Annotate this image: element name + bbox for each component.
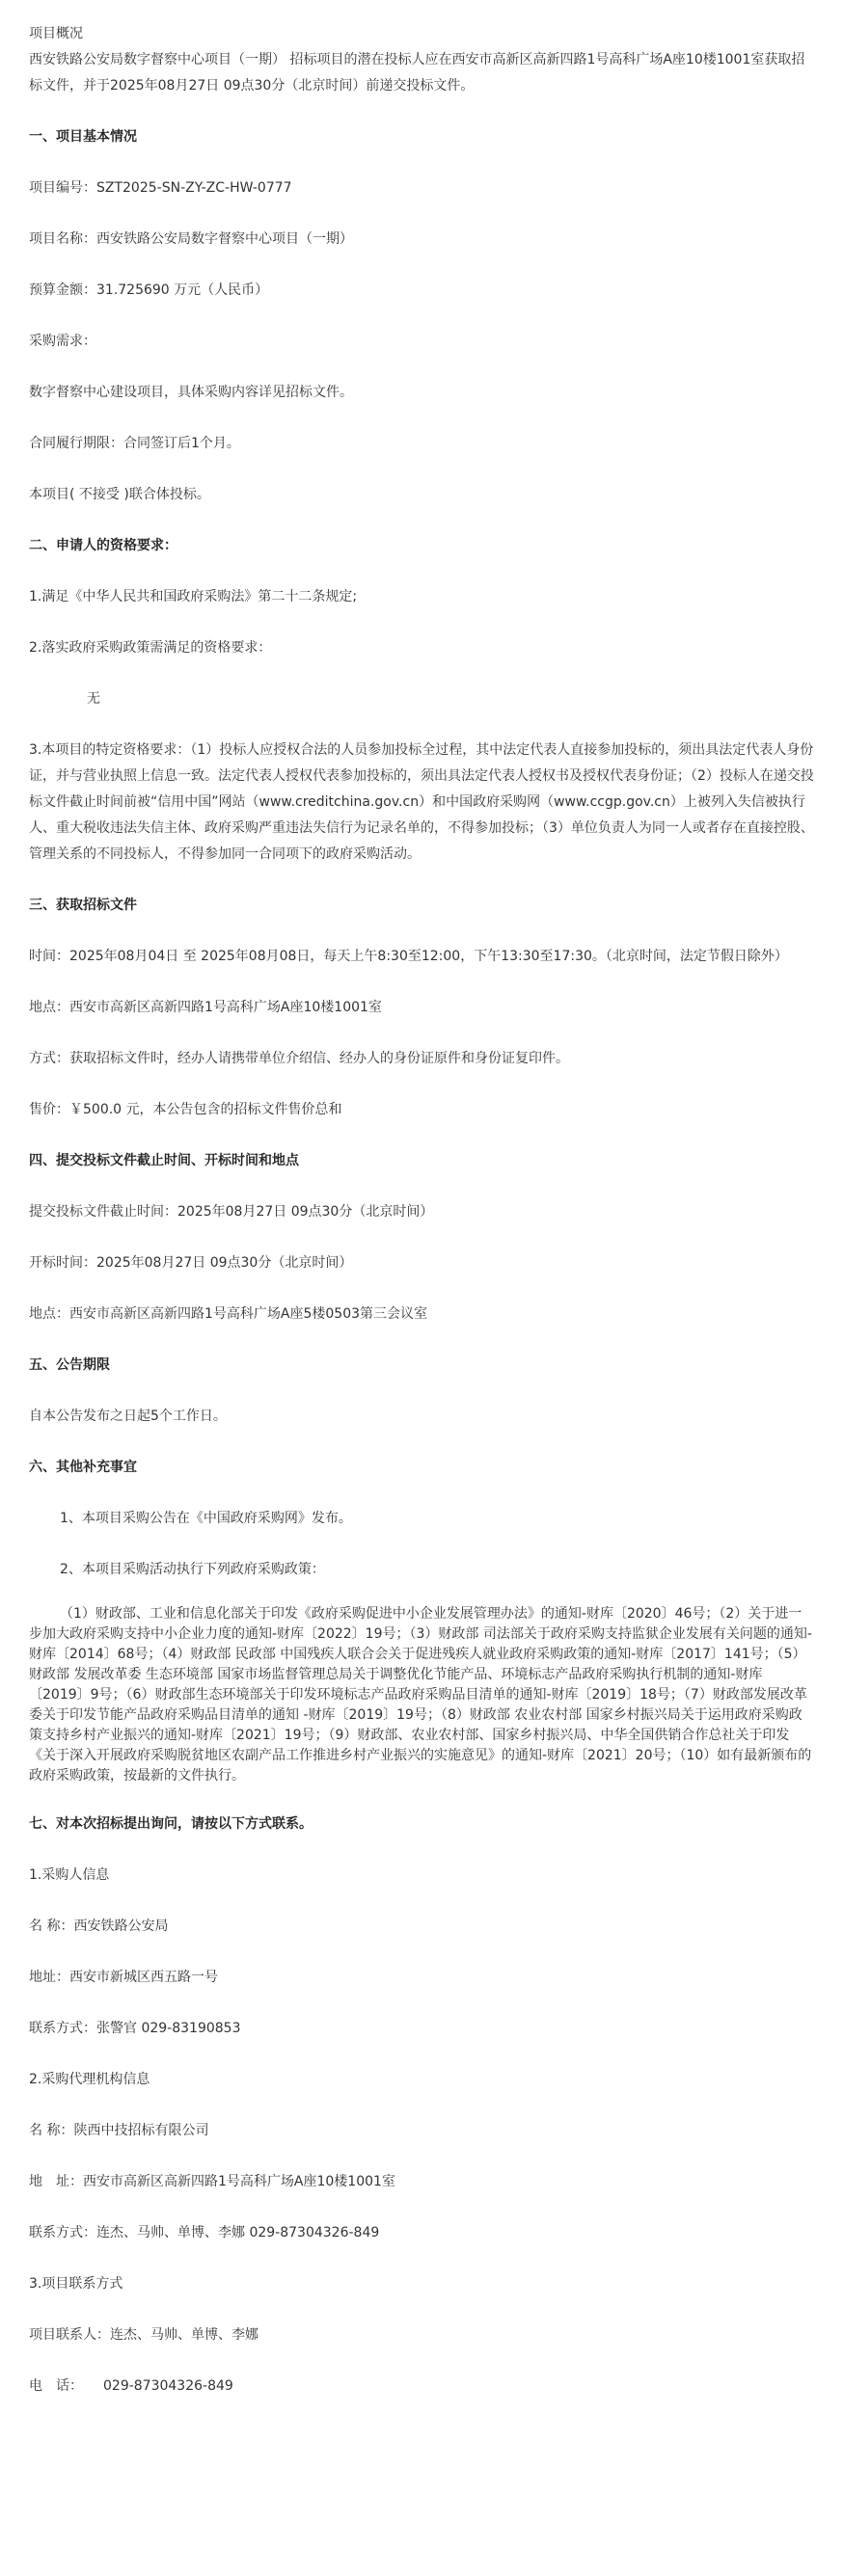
- qualification-item-1: 1.满足《中华人民共和国政府采购法》第二十二条规定;: [29, 589, 358, 604]
- buyer-label: 1.采购人信息: [29, 1867, 110, 1883]
- project-contact-label: 3.项目联系方式: [29, 2276, 123, 2292]
- agency-name: 名 称：陕西中技招标有限公司: [29, 2123, 209, 2138]
- section-other-matters: [29, 1455, 814, 1786]
- submission-deadline: 提交投标文件截止时间：2025年08月27日 09点30分（北京时间）: [29, 1204, 434, 1220]
- section-notice-period: [29, 1353, 814, 1430]
- project-name: 项目名称：西安铁路公安局数字督察中心项目（一期）: [29, 231, 353, 247]
- policy-list: （1）财政部、工业和信息化部关于印发《政府采购促进中小企业发展管理办法》的通知-财库〔2020〕46号；（2）关于进一步加大政府采购支持中小企业力度的通知-财库〔2022〕19号；（3）财政部 司法部关于政府采购支持监狱企业发展有关问题的通知-财库〔2014〕68号；（4）财政部 民政部 中国残疾人联合会关于促进残疾人就业政府采购政策的通知-财库〔2017〕141号；（5）财政部 发展改革委 生态环境部 国家市场监督管理总局关于调整优化节能产品、环境标志产品政府采购执行机制的通知-财库〔2019〕9号；（6）财政部生态环境部关于印发环境标志产品政府采购品目清单的通知-财库〔2019〕18号；（7）财政部发展改革委关于印发节能产品政府采购品目清单的通知 -财库〔2019〕19号；（8）财政部 农业农村部 国家乡村振兴局关于运用政府采购政策支持乡村产业振兴的通知-财库〔2021〕19号；（9）财政部、农业农村部、国家乡村振兴局、中华全国供销合作总社关于印发《关于深入开展政府采购脱贫地区农副产品工作推进乡村产业振兴的实施意见》的通知-财库〔2021〕20号；（10）如有最新颁布的政府采购政策，按最新的文件执行。: [29, 1606, 812, 1784]
- intro-block: [29, 21, 814, 99]
- section-deadline: [29, 1148, 814, 1328]
- buyer-name: 名 称：西安铁路公安局: [29, 1919, 169, 1934]
- section-title: 七、对本次招标提出询问，请按以下方式联系。: [29, 1816, 313, 1832]
- section-title: 一、项目基本情况: [29, 129, 137, 145]
- project-contact-phone: 电 话： 029-87304326-849: [29, 2378, 233, 2394]
- consortium-note: 本项目( 不接受 )联合体投标。: [29, 487, 210, 502]
- agency-label: 2.采购代理机构信息: [29, 2072, 150, 2087]
- demand-label: 采购需求：: [29, 334, 96, 349]
- section-get-documents: [29, 893, 814, 1123]
- qualification-item-2-value: 无: [87, 691, 100, 707]
- agency-address: 地 址：西安市高新区高新四路1号高科广场A座10楼1001室: [29, 2174, 395, 2189]
- agency-contact: 联系方式：连杰、马帅、单博、李娜 029-87304326-849: [29, 2225, 380, 2241]
- get-time: 时间：2025年08月04日 至 2025年08月08日，每天上午8:30至12:00，下午13:30至17:30。（北京时间，法定节假日除外）: [29, 949, 788, 964]
- other-item-2: 2、本项目采购活动执行下列政府采购政策：: [60, 1562, 325, 1577]
- section-title: 四、提交投标文件截止时间、开标时间和地点: [29, 1153, 299, 1168]
- contract-period: 合同履行期限：合同签订后1个月。: [29, 436, 240, 451]
- get-method: 方式：获取招标文件时，经办人请携带单位介绍信、经办人的身份证原件和身份证复印件。: [29, 1051, 569, 1066]
- buyer-address: 地址：西安市新城区西五路一号: [29, 1970, 218, 1985]
- section-basic-info: [29, 124, 814, 508]
- project-number: 项目编号：SZT2025-SN-ZY-ZC-HW-0777: [29, 180, 292, 196]
- qualification-item-3: 3.本项目的特定资格要求：（1）投标人应授权合法的人员参加投标全过程，其中法定代表人直接参加投标的，须出具法定代表人身份证，并与营业执照上信息一致。法定代表人授权代表参加投标的，须出具法定代表人授权书及授权代表身份证；（2）投标人在递交投标文件截止时间前被“信用中国”网站（www.creditchina.gov.cn）和中国政府采购网（www.ccgp.gov.cn）上被列入失信被执行人、重大税收违法失信主体、政府采购严重违法失信行为记录名单的，不得参加投标；（3）单位负责人为同一人或者存在直接控股、管理关系的不同投标人，不得参加同一合同项下的政府采购活动。: [29, 742, 814, 862]
- document-price: 售价：￥500.0 元，本公告包含的招标文件售价总和: [29, 1102, 342, 1117]
- intro-text: 西安铁路公安局数字督察中心项目（一期） 招标项目的潜在投标人应在西安市高新区高新四路1号高科广场A座10楼1001室获取招标文件，并于2025年08月27日 09点30分（北京时间）前递交投标文件。: [29, 52, 805, 94]
- opening-time: 开标时间：2025年08月27日 09点30分（北京时间）: [29, 1255, 353, 1271]
- get-place: 地点：西安市高新区高新四路1号高科广场A座10楼1001室: [29, 1000, 382, 1015]
- section-title: 五、公告期限: [29, 1357, 110, 1373]
- section-title: 三、获取招标文件: [29, 898, 137, 913]
- qualification-item-2: 2.落实政府采购政策需满足的资格要求：: [29, 640, 272, 656]
- section-contact: [29, 1811, 814, 2400]
- other-item-1: 1、本项目采购公告在《中国政府采购网》发布。: [60, 1511, 352, 1526]
- section-title: 二、申请人的资格要求：: [29, 538, 177, 553]
- budget-amount: 预算金额：31.725690 万元（人民币）: [29, 282, 269, 298]
- notice-period-text: 自本公告发布之日起5个工作日。: [29, 1409, 227, 1424]
- project-contact-person: 项目联系人：连杰、马帅、单博、李娜: [29, 2327, 258, 2343]
- opening-place: 地点：西安市高新区高新四路1号高科广场A座5楼0503第三会议室: [29, 1306, 428, 1322]
- section-title: 六、其他补充事宜: [29, 1460, 137, 1475]
- section-qualification: [29, 533, 814, 868]
- demand-text: 数字督察中心建设项目，具体采购内容详见招标文件。: [29, 385, 353, 400]
- buyer-contact: 联系方式：张警官 029-83190853: [29, 2021, 241, 2036]
- intro-heading: 项目概况: [29, 26, 83, 41]
